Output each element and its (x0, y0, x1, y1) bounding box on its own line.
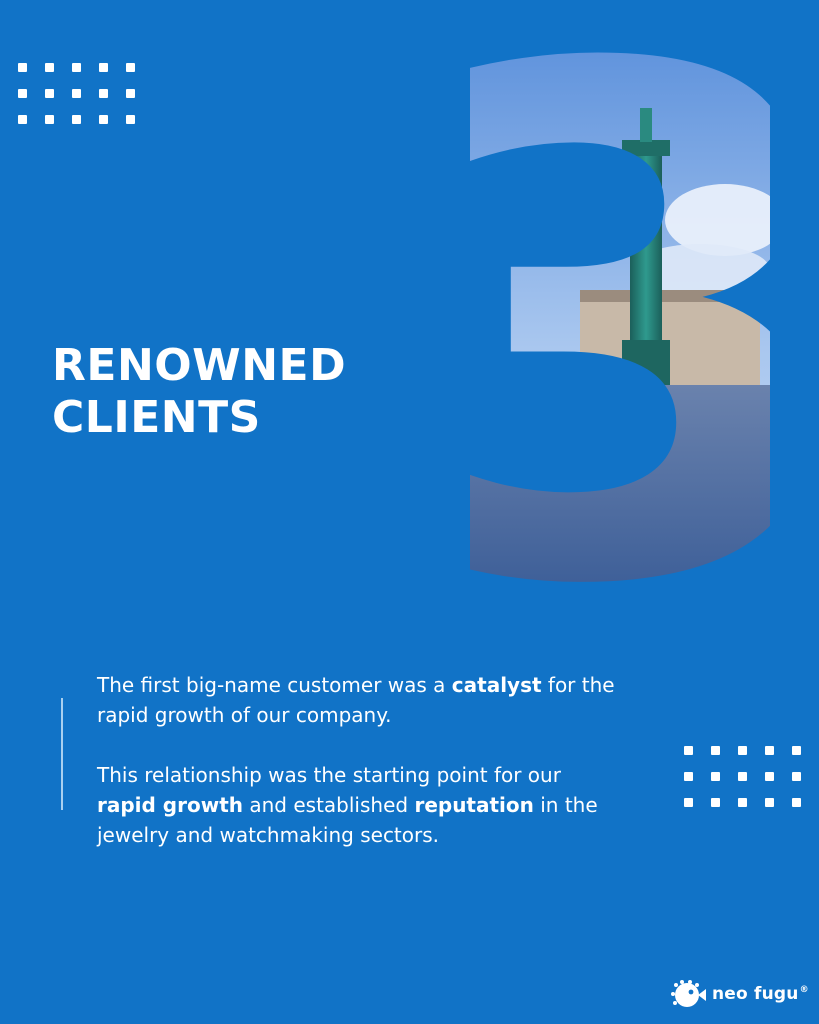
decorative-dot (738, 772, 747, 781)
decorative-dot (18, 115, 27, 124)
decorative-dot (99, 115, 108, 124)
fugu-fish-icon (670, 977, 708, 1011)
decorative-dot (738, 746, 747, 755)
decorative-dot (72, 89, 81, 98)
heading-line-1: RENOWNED (52, 340, 347, 391)
decorative-dot (18, 89, 27, 98)
decorative-dot (72, 115, 81, 124)
decorative-dot (684, 746, 693, 755)
decorative-dot (738, 798, 747, 807)
body-text (97, 670, 617, 850)
decorative-dot (711, 798, 720, 807)
decorative-dot-grid-right (684, 746, 801, 807)
brand-name: neo fugu® (712, 984, 809, 1004)
decorative-dot (765, 772, 774, 781)
decorative-dot (126, 115, 135, 124)
decorative-dot (99, 89, 108, 98)
decorative-dot (18, 63, 27, 72)
emphasis-rapid-growth: rapid growth (97, 793, 244, 817)
decorative-dot (45, 63, 54, 72)
decorative-dot (126, 89, 135, 98)
decorative-dot (765, 746, 774, 755)
decorative-dot (45, 115, 54, 124)
decorative-dot (765, 798, 774, 807)
paragraph-1: The first big-name customer was a catalyst for the rapid growth of our company. (97, 673, 615, 727)
number-three-photo-figure (470, 40, 770, 600)
decorative-dot (711, 772, 720, 781)
decorative-dot (45, 89, 54, 98)
emphasis-catalyst: catalyst (451, 673, 542, 697)
decorative-dot (792, 746, 801, 755)
decorative-dot (684, 772, 693, 781)
section-heading (52, 340, 346, 444)
heading-line-2: CLIENTS (52, 392, 261, 443)
decorative-dot (126, 63, 135, 72)
decorative-dot (684, 798, 693, 807)
decorative-dot (792, 798, 801, 807)
decorative-dot (792, 772, 801, 781)
decorative-dot (711, 746, 720, 755)
emphasis-reputation: reputation (414, 793, 534, 817)
decorative-dot (99, 63, 108, 72)
paragraph-2: This relationship was the starting point for our rapid growth and established reputation in the jewelry and watchmaking sectors. (97, 763, 598, 847)
text-accent-rule (61, 698, 63, 810)
brand-logo (670, 974, 809, 1014)
decorative-dot (72, 63, 81, 72)
decorative-dot-grid-top (18, 63, 135, 124)
